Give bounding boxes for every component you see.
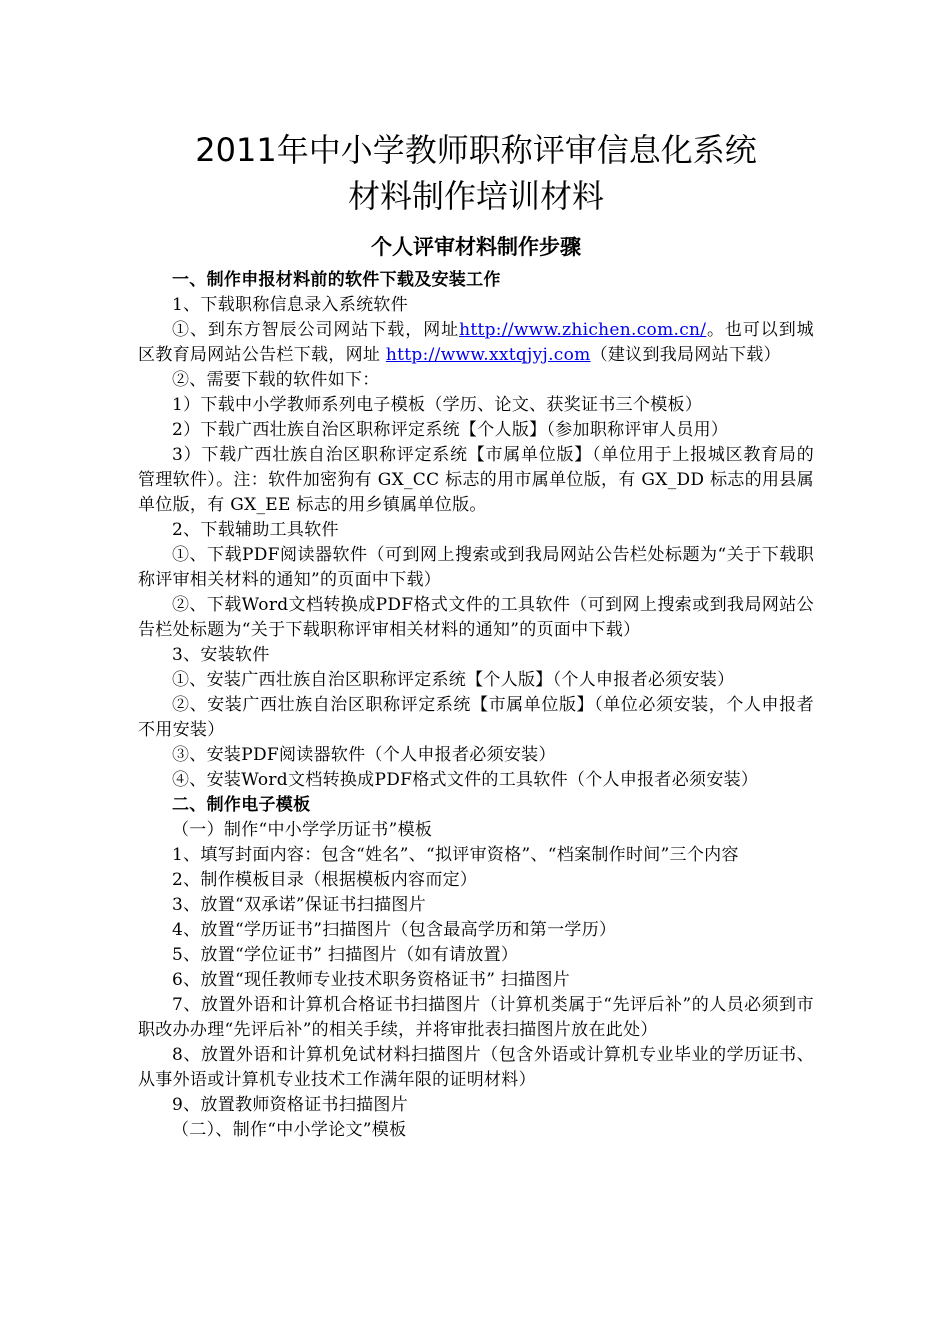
list-item: 3、安装软件: [172, 645, 270, 665]
list-item: 2）下载广西壮族自治区职称评定系统【个人版】（参加职称评审人员用）: [172, 420, 729, 440]
document-page: [138, 128, 814, 1143]
paragraph-text: （建议到我局网站下载）: [590, 345, 781, 365]
list-item: 1）下载中小学教师系列电子模板（学历、论文、获奖证书三个模板）: [172, 395, 703, 415]
paragraph-text: 。也可以到城区教育局网站公告栏下载，网址: [138, 320, 814, 365]
paragraph-text: ①、到东方智辰公司网站下载，网址: [172, 320, 460, 340]
list-item: 6、放置“现任教师专业技术职务资格证书” 扫描图片: [172, 970, 571, 990]
xxtqjyj-website-link[interactable]: http://www.xxtqjyj.com: [385, 345, 591, 365]
list-item: 4、放置“学历证书”扫描图片（包含最高学历和第一学历）: [172, 920, 617, 940]
zhichen-website-link[interactable]: http://www.zhichen.com.cn/: [459, 320, 707, 340]
list-item: ②、安装广西壮族自治区职称评定系统【市属单位版】（单位必须安装，个人申报者不用安装）: [138, 695, 814, 740]
list-item: 3）下载广西壮族自治区职称评定系统【市属单位版】（单位用于上报城区教育局的管理软件）。注：软件加密狗有 GX_CC 标志的用市属单位版，有 GX_DD 标志的用县属单位版，有 GX_EE 标志的用乡镇属单位版。: [138, 445, 814, 515]
list-item: 7、放置外语和计算机合格证书扫描图片（计算机类属于“先评后补”的人员必须到市职改办办理“先评后补”的相关手续，并将审批表扫描图片放在此处）: [138, 995, 814, 1040]
list-item: ②、需要下载的软件如下：: [172, 370, 380, 390]
subsection-heading: （一）制作“中小学学历证书”模板: [172, 820, 433, 840]
subsection-heading: （二）、制作“中小学论文”模板: [172, 1120, 407, 1140]
list-item: 2、下载辅助工具软件: [172, 520, 339, 540]
document-title-line2: 材料制作培训材料: [347, 177, 604, 215]
list-item: 2、制作模板目录（根据模板内容而定）: [172, 870, 478, 890]
list-item: 3、放置“双承诺”保证书扫描图片: [172, 895, 426, 915]
list-item: 1、填写封面内容：包含“姓名”、“拟评审资格”、“档案制作时间”三个内容: [172, 845, 739, 865]
list-item: ②、下载Word文档转换成PDF格式文件的工具软件（可到网上搜索或到我局网站公告栏处标题为“关于下载职称评审相关材料的通知”的页面中下载）: [138, 595, 814, 640]
list-item: 9、放置教师资格证书扫描图片: [172, 1095, 409, 1115]
download-url-paragraph: [138, 318, 814, 368]
list-item: ④、安装Word文档转换成PDF格式文件的工具软件（个人申报者必须安装）: [172, 770, 759, 790]
list-item: ①、下载PDF阅读器软件（可到网上搜索或到我局网站公告栏处标题为“关于下载职称评审相关材料的通知”的页面中下载）: [138, 545, 814, 590]
list-item: 8、放置外语和计算机免试材料扫描图片（包含外语或计算机专业毕业的学历证书、从事外语或计算机专业技术工作满年限的证明材料）: [138, 1045, 814, 1090]
section-heading-1: 一、制作申报材料前的软件下载及安装工作: [172, 270, 501, 290]
document-subtitle: 个人评审材料制作步骤: [371, 235, 581, 259]
list-item: 1、下载职称信息录入系统软件: [172, 295, 409, 315]
list-item: 5、放置“学位证书” 扫描图片（如有请放置）: [172, 945, 519, 965]
document-title-line1: 2011年中小学教师职称评审信息化系统: [195, 131, 757, 169]
list-item: ③、安装PDF阅读器软件（个人申报者必须安装）: [172, 745, 556, 765]
list-item: ①、安装广西壮族自治区职称评定系统【个人版】（个人申报者必须安装）: [172, 670, 735, 690]
section-heading-2: 二、制作电子模板: [172, 795, 311, 815]
